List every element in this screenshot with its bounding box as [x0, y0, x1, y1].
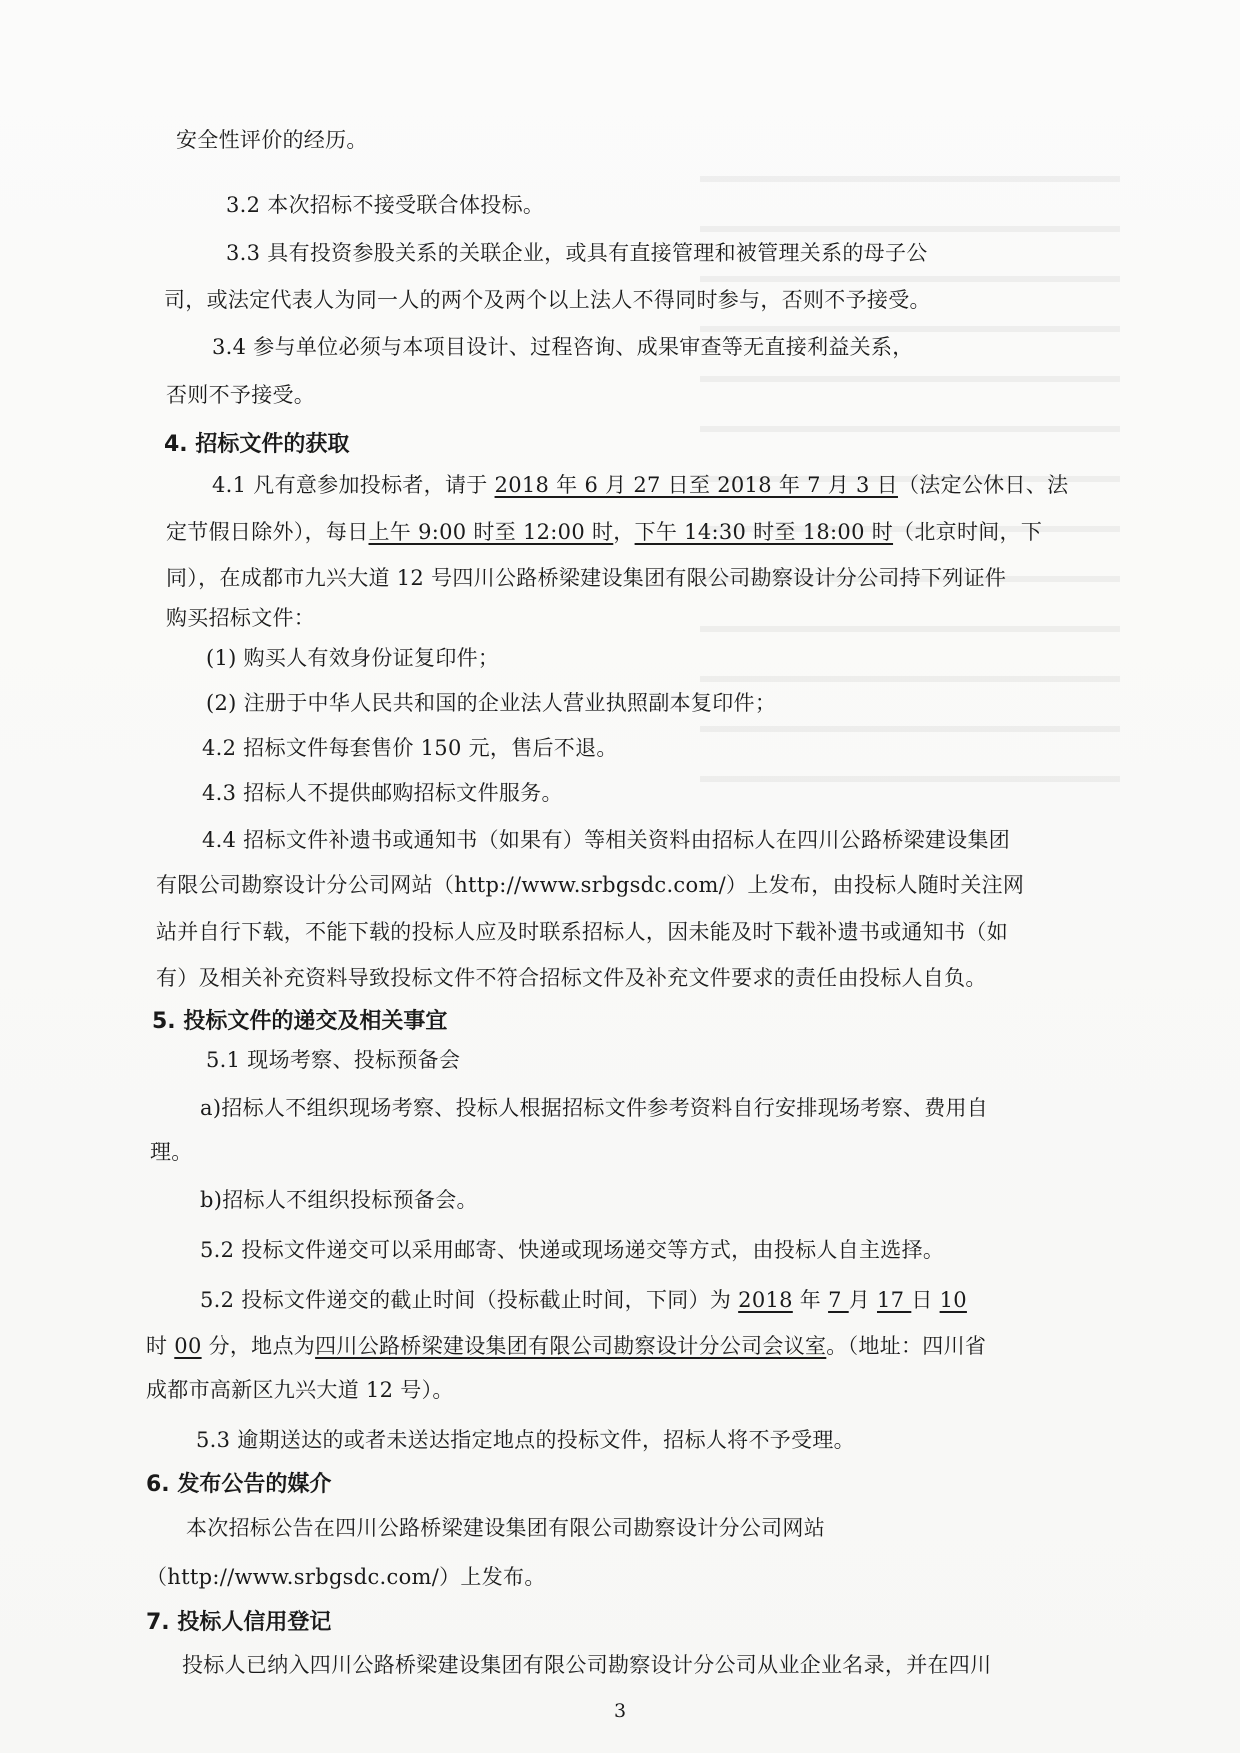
- text-line: 否则不予接受。: [166, 383, 316, 407]
- clause-4-3: 4.3 招标人不提供邮购招标文件服务。: [202, 781, 563, 805]
- text-span: （法定公休日、法: [897, 473, 1069, 497]
- text-line: 有）及相关补充资料导致投标文件不符合招标文件及补充文件要求的责任由投标人自负。: [156, 966, 987, 990]
- text-line: （http://www.srbgsdc.com/）上发布。: [146, 1565, 546, 1589]
- section-7-heading: 7. 投标人信用登记: [146, 1610, 332, 1635]
- clause-5-3: 5.3 逾期送达的或者未送达指定地点的投标文件，招标人将不予受理。: [196, 1428, 855, 1452]
- text-span: 5.2 投标文件递交的截止时间（投标截止时间，下同）为: [200, 1288, 739, 1312]
- text-line: 同），在成都市九兴大道 12 号四川公路桥梁建设集团有限公司勘察设计分公司持下列证件: [166, 566, 1007, 590]
- deadline-day: 17: [877, 1288, 912, 1312]
- morning-hours: 上午 9:00 时至 12:00 时: [368, 520, 614, 544]
- clause-3-3: 3.3 具有投资参股关系的关联企业，或具有直接管理和被管理关系的母子公: [226, 241, 928, 265]
- text-span: （北京时间，下: [893, 520, 1043, 544]
- afternoon-hours: 下午 14:30 时至 18:00 时: [634, 520, 894, 544]
- clause-5-1: 5.1 现场考察、投标预备会: [206, 1048, 461, 1072]
- text-line: [166, 517, 1042, 547]
- section-5-heading: 5. 投标文件的递交及相关事宜: [152, 1009, 448, 1034]
- clause-4-4: 4.4 招标文件补遗书或通知书（如果有）等相关资料由招标人在四川公路桥梁建设集团: [202, 828, 1011, 852]
- text-span: 。（地址：四川省: [826, 1334, 987, 1358]
- text-line: 有限公司勘察设计分公司网站（http://www.srbgsdc.com/）上发布，由投标人随时关注网: [156, 873, 1025, 897]
- deadline-month: 7: [828, 1288, 849, 1312]
- text-line: 站并自行下载，不能下载的投标人应及时联系招标人，因未能及时下载补遗书或通知书（如: [156, 920, 1008, 944]
- text-line: 本次招标公告在四川公路桥梁建设集团有限公司勘察设计分公司网站: [186, 1516, 825, 1540]
- deadline-hour: 10: [939, 1288, 967, 1312]
- section-6-heading: 6. 发布公告的媒介: [146, 1472, 332, 1497]
- text-span: 月: [848, 1288, 877, 1312]
- sale-date-range: 2018 年 6 月 27 日至 2018 年 7 月 3 日: [494, 473, 898, 497]
- text-span: 年: [792, 1288, 829, 1312]
- text-span: 定节假日除外），每日: [166, 520, 369, 544]
- text-line: a)招标人不组织现场考察、投标人根据招标文件参考资料自行安排现场考察、费用自: [200, 1096, 989, 1120]
- list-item: (2) 注册于中华人民共和国的企业法人营业执照副本复印件；: [206, 691, 777, 715]
- text-span: 日: [911, 1288, 940, 1312]
- clause-4-1: [212, 470, 1068, 500]
- text-line: b)招标人不组织投标预备会。: [200, 1188, 478, 1212]
- clause-5-2-deadline: [200, 1285, 967, 1315]
- text-line: 司，或法定代表人为同一人的两个及两个以上法人不得同时参与，否则不予接受。: [164, 288, 931, 312]
- text-line: 成都市高新区九兴大道 12 号）。: [146, 1378, 454, 1402]
- text-line: 理。: [150, 1140, 193, 1164]
- text-span: ，: [613, 520, 635, 544]
- text-line: 投标人已纳入四川公路桥梁建设集团有限公司勘察设计分公司从业企业名录，并在四川: [182, 1653, 992, 1677]
- clause-4-2: 4.2 招标文件每套售价 150 元，售后不退。: [202, 736, 618, 760]
- clause-3-4: 3.4 参与单位必须与本项目设计、过程咨询、成果审查等无直接利益关系，: [212, 335, 914, 359]
- text-line: [146, 1331, 986, 1361]
- text-span: 时: [146, 1334, 175, 1358]
- text-span: 4.1 凡有意参加投标者，请于: [212, 473, 495, 497]
- clause-3-2: 3.2 本次招标不接受联合体投标。: [226, 193, 545, 217]
- text-span: 分，地点为: [201, 1334, 316, 1358]
- clause-5-2: 5.2 投标文件递交可以采用邮寄、快递或现场递交等方式，由投标人自主选择。: [200, 1238, 945, 1262]
- text-line: 安全性评价的经历。: [176, 128, 368, 152]
- section-4-heading: 4. 招标文件的获取: [164, 432, 350, 457]
- list-item: (1) 购买人有效身份证复印件；: [206, 646, 500, 670]
- deadline-minute: 00: [174, 1334, 202, 1358]
- page-number: 3: [613, 1700, 627, 1722]
- deadline-year: 2018: [738, 1288, 793, 1312]
- submission-location: 四川公路桥梁建设集团有限公司勘察设计分公司会议室: [315, 1334, 827, 1358]
- text-line: 购买招标文件：: [166, 606, 316, 630]
